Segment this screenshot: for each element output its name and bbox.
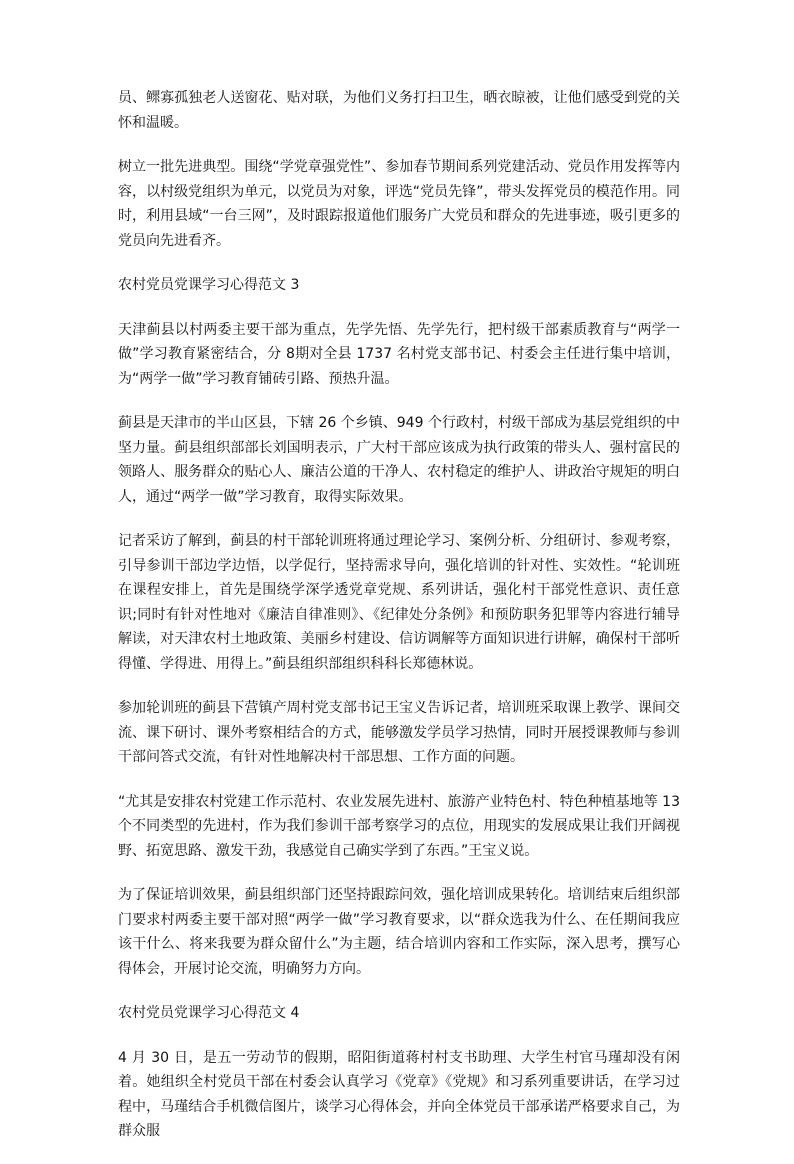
section-heading-4: 农村党员党课学习心得范文 4 bbox=[118, 1005, 300, 1021]
paragraph-7: “尤其是安排农村党建工作示范村、农业发展先进村、旅游产业特色村、特色种植基地等 13 个不同类型的先进村，作为我们参训干部考察学习的点位，用现实的发展成果让我们开阔视野、拓宽思路、激发干劲，我感觉自己确实学到了东西。”王宝义说。 bbox=[118, 793, 680, 859]
paragraph-5: 记者采访了解到，蓟县的村干部轮训班将通过理论学习、案例分析、分组研讨、参观考察，引导参训干部边学边悟，以学促行，坚持需求导向，强化培训的针对性、实效性。“轮训班在课程安排上，首先是围绕学深学透党章党规、系列讲话，强化村干部党性意识、责任意识;同时有针对性地对《廉洁自律准则》、《纪律处分条例》和预防职务犯罪等内容进行辅导解读，对天津农村土地政策、美丽乡村建设、信访调解等方面知识进行讲解，确保村干部听得懂、学得进、用得上。”蓟县组织部组织科科长郑德林说。 bbox=[118, 533, 680, 672]
paragraph-2: 树立一批先进典型。围绕“学党章强党性”、参加春节期间系列党建活动、党员作用发挥等内容，以村级党组织为单元，以党员为对象，评选“党员先锋”，带头发挥党员的模范作用。同时，利用县域“一台三网”，及时跟踪报道他们服务广大党员和群众的先进事迹，吸引更多的党员向先进看齐。 bbox=[118, 159, 680, 249]
section-heading-3: 农村党员党课学习心得范文 3 bbox=[118, 277, 300, 293]
paragraph-8: 为了保证培训效果，蓟县组织部门还坚持跟踪问效，强化培训成果转化。培训结束后组织部门要求村两委主要干部对照“两学一做”学习教育要求，以“群众选我为什么、在任期间我应该干什么、将来我要为群众留什么”为主题，结合培训内容和工作实际，深入思考，撰写心得体会，开展讨论交流，明确努力方向。 bbox=[118, 887, 680, 977]
paragraph-1: 员、鳏寡孤独老人送窗花、贴对联，为他们义务打扫卫生，晒衣晾被，让他们感受到党的关怀和温暖。 bbox=[118, 90, 680, 131]
paragraph-3: 天津蓟县以村两委主要干部为重点，先学先悟、先学先行，把村级干部素质教育与“两学一做”学习教育紧密结合，分 8期对全县 1737 名村党支部书记、村委会主任进行集中培训，为“两学一做”学习教育铺砖引路、预热升温。 bbox=[118, 321, 680, 387]
paragraph-6: 参加轮训班的蓟县下营镇产周村党支部书记王宝义告诉记者，培训班采取课上教学、课间交流、课下研讨、课外考察相结合的方式，能够激发学员学习热情，同时开展授课教师与参训干部问答式交流，有针对性地解决村干部思想、工作方面的问题。 bbox=[118, 700, 680, 765]
paragraph-9: 4 月 30 日，是五一劳动节的假期，昭阳街道蒋村村支书助理、大学生村官马瑾却没有闲着。她组织全村党员干部在村委会认真学习《党章》《党规》和习系列重要讲话，在学习过程中，马瑾结合手机微信图片，谈学习心得体会，并向全体党员干部承诺严格要求自己，为群众服 bbox=[118, 1049, 680, 1139]
document-page bbox=[118, 86, 680, 1164]
paragraph-4: 蓟县是天津市的半山区县，下辖 26 个乡镇、949 个行政村，村级干部成为基层党组织的中坚力量。蓟县组织部部长刘国明表示，广大村干部应该成为执行政策的带头人、强村富民的领路人、服务群众的贴心人、廉洁公道的干净人、农村稳定的维护人、讲政治守规矩的明白人，通过“两学一做”学习教育，取得实际效果。 bbox=[118, 415, 680, 505]
